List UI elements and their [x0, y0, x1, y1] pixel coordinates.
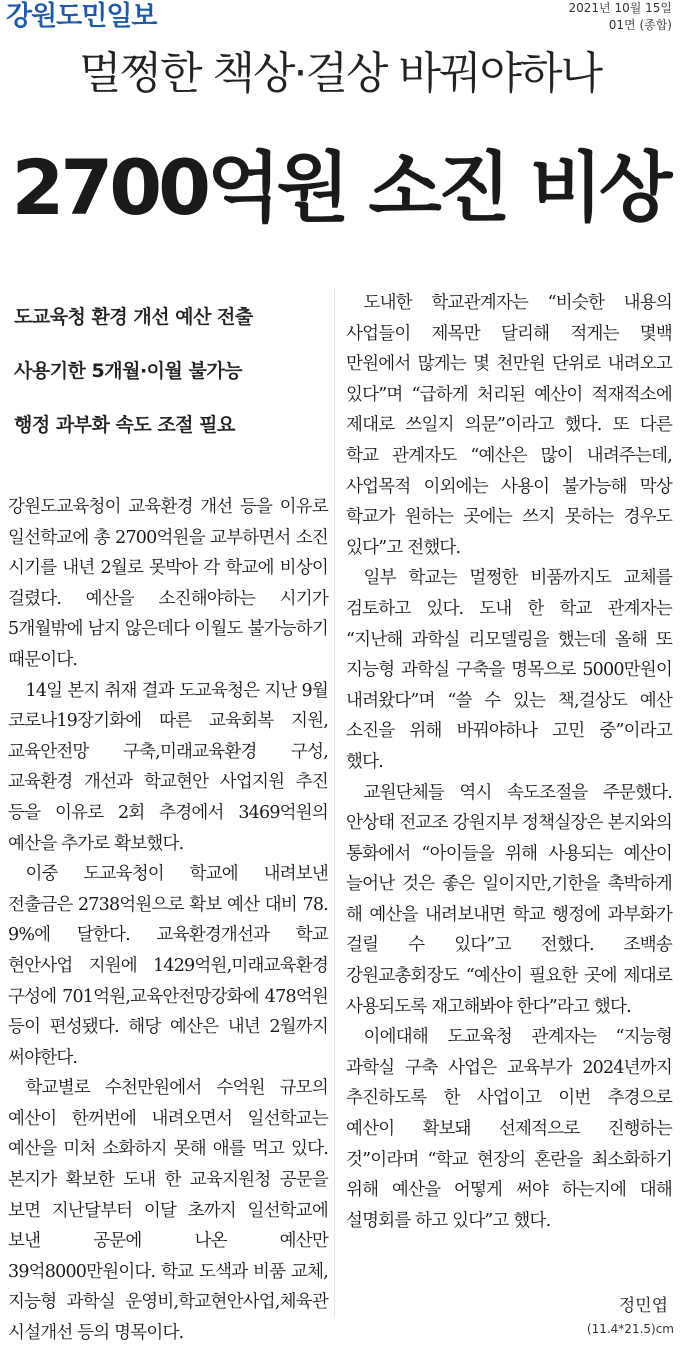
headline-main: 2700억원 소진 비상	[11, 143, 669, 232]
article-column-right	[346, 288, 672, 1236]
article-column-left	[8, 288, 328, 1349]
subheadline: 도교육청 환경 개선 예산 전출	[14, 306, 253, 328]
subheadline: 행정 과부화 속도 조절 필요	[14, 414, 235, 436]
article-paragraph: 14일 본지 취재 결과 도교육청은 지난 9월 코로나19장기화에 따른 교육회복 지원,교육안전망 구축,미래교육환경 구성,교육환경 개선과 학교현안 사업지원 추진 등을 이유로 2회 추경에서 3469억원의 예산을 추가로 확보했다.	[8, 680, 328, 854]
article-paragraph: 학교별로 수천만원에서 수억원 규모의 예산이 한꺼번에 내려오면서 일선학교는 예산을 미처 소화하지 못해 애를 먹고 있다. 본지가 확보한 도내 한 교육지원청 공문을 보면 지난달부터 이달 초까지 일선학교에 보낸 공문에 나온 예산만 39억8000만원이다. 학교 도색과 비품 교체,지능형 과학실 운영비,학교현안사업,체육관 시설개선 등의 명목이다.	[8, 1078, 328, 1344]
article-paragraph: 강원도교육청이 교육환경 개선 등을 이유로 일선학교에 총 2700억원을 교부하면서 소진 시기를 내년 2월로 못박아 각 학교에 비상이 걸렸다. 예산을 소진해야하는 시기가 5개월밖에 남지 않은데다 이월도 불가능하기 때문이다.	[8, 497, 328, 670]
article-paragraph: 이에대해 도교육청 관계자는 “지능형 과학실 구축 사업은 교육부가 2024년까지 추진하도록 한 사업이고 이번 추경으로 예산이 확보돼 선제적으로 진행하는 것”이라며 “학교 현장의 혼란을 최소화하기 위해 예산을 어떻게 써야 하는지에 대해 설명회를 하고 있다”고 했다.	[346, 1027, 672, 1231]
article-paragraph: 일부 학교는 멀쩡한 비품까지도 교체를 검토하고 있다. 도내 한 학교 관계자는 “지난해 과학실 리모델링을 했는데 올해 또 지능형 과학실 구축을 명목으로 5000만원이 내려왔다”며 “쓸 수 있는 책,걸상도 예산 소진을 위해 바꿔야하나 고민 중”이라고 했다.	[346, 568, 672, 772]
article-paragraph: 도내한 학교관계자는 “비슷한 내용의 사업들이 제목만 달리해 적게는 몇백 만원에서 많게는 몇 천만원 단위로 내려오고 있다”며 “급하게 처리된 예산이 적재적소에 제대로 쓰일지 의문”이라고 했다. 또 다른 학교 관계자도 “예산은 많이 내려주는데,사업목적 이외에는 사용이 불가능해 막상 학교가 원하는 곳에는 쓰지 못하는 경우도 있다”고 전했다.	[346, 293, 672, 558]
issue-date: 2021년 10월 15일	[568, 1, 672, 15]
article-paragraph: 이중 도교육청이 학교에 내려보낸 전출금은 2738억원으로 확보 예산 대비 78. 9%에 달한다. 교육환경개선과 학교 현안사업 지원에 1429억원,미래교육환경 구성에 701억원,교육안전망강화에 478억원 등이 편성됐다. 해당 예산은 내년 2월까지 써야한다.	[8, 864, 328, 1068]
article-paragraph: 교원단체들 역시 속도조절을 주문했다. 안상태 전교조 강원지부 정책실장은 본지와의 통화에서 “아이들을 위해 사용되는 예산이 늘어난 것은 좋은 일이지만,기한을 촉박하게 해 예산을 내려보내면 학교 행정에 과부화가 걸릴 수 있다”고 전했다. 조백송 강원교총회장도 “예산이 필요한 곳에 제대로 사용되도록 재고해봐야 한다”라고 했다.	[346, 782, 672, 1017]
headline-upper: 멀쩡한 책상·걸상 바꿔야하나	[78, 48, 601, 99]
reporter-byline: 정민엽	[618, 1296, 668, 1316]
issue-meta	[569, 0, 672, 34]
issue-page: 01면 (종합)	[608, 18, 672, 32]
subheadline-group	[8, 288, 328, 492]
newspaper-masthead: 강원도민일보	[6, 1, 157, 32]
column-divider	[334, 288, 335, 1318]
clipping-size-note: (11.4*21.5)cm	[586, 1322, 674, 1336]
subheadline: 사용기한 5개월·이월 불가능	[14, 360, 243, 382]
